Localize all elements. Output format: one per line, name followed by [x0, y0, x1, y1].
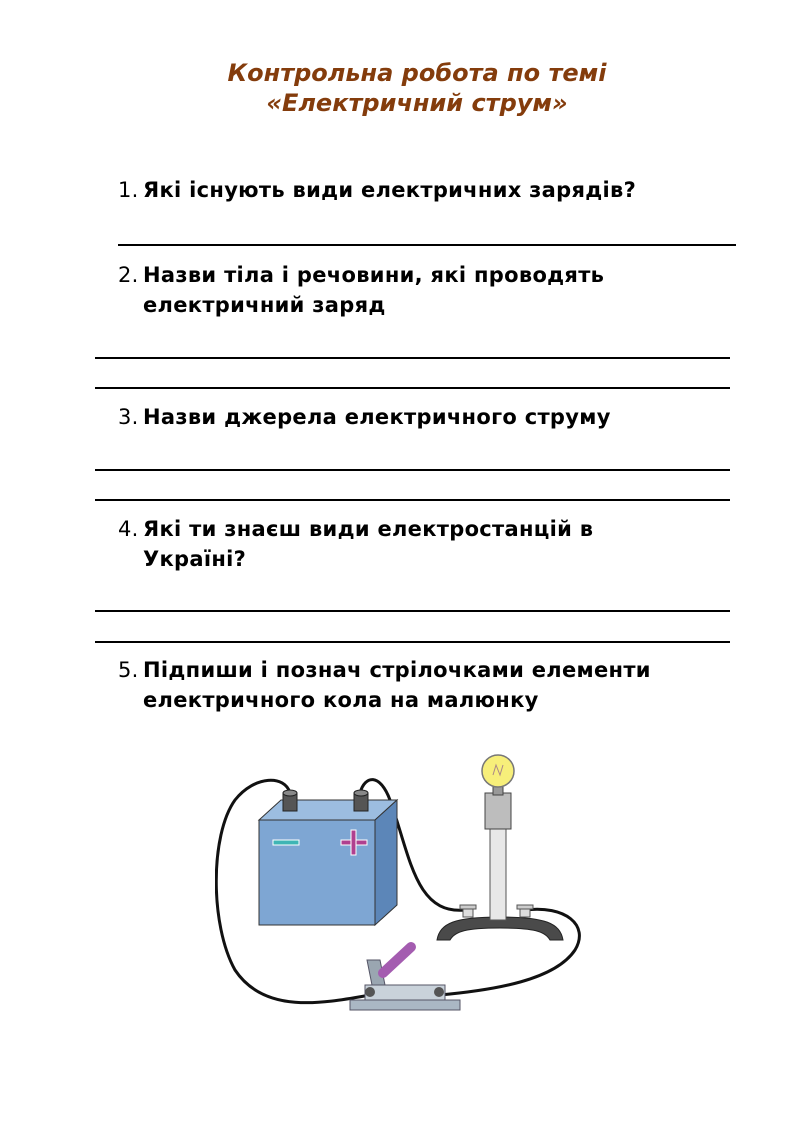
- page-title: [0, 58, 794, 118]
- answer-line[interactable]: [95, 610, 730, 612]
- lamp-pole: [490, 825, 506, 920]
- question-number: 2.: [118, 263, 139, 287]
- question-number: 4.: [118, 517, 139, 541]
- question-5: [118, 655, 738, 715]
- question-number: 3.: [118, 405, 139, 429]
- question-text: Назви тіла і речовини, які проводять електричний заряд: [143, 263, 605, 317]
- lamp-socket: [485, 793, 511, 829]
- question-number: 5.: [118, 658, 139, 682]
- answer-line[interactable]: [95, 387, 730, 389]
- answer-line[interactable]: [95, 357, 730, 359]
- question-number: 1.: [118, 178, 139, 202]
- answer-line[interactable]: [95, 499, 730, 501]
- circuit-diagram: [215, 745, 595, 1020]
- switch: [350, 947, 460, 1010]
- switch-handle: [383, 947, 411, 973]
- question-1: [118, 175, 758, 205]
- question-text: Які існують види електричних зарядів?: [143, 178, 637, 202]
- battery: [259, 790, 397, 925]
- answer-line[interactable]: [95, 641, 730, 643]
- question-3: [118, 402, 758, 432]
- answer-line[interactable]: [118, 244, 736, 246]
- lamp: [437, 755, 563, 940]
- question-text: Які ти знаєш види електростанцій в Україні?: [143, 517, 594, 571]
- question-2: [118, 260, 678, 320]
- minus-symbol: [273, 840, 299, 845]
- question-text: Підпиши і познач стрілочками елементи електричного кола на малюнку: [143, 658, 651, 712]
- answer-line[interactable]: [95, 469, 730, 471]
- question-text: Назви джерела електричного струму: [143, 405, 611, 429]
- switch-base: [350, 1000, 460, 1010]
- title-line-2: «Електричний струм»: [266, 89, 568, 117]
- question-4: [118, 514, 678, 574]
- title-line-1: Контрольна робота по темі: [227, 59, 607, 87]
